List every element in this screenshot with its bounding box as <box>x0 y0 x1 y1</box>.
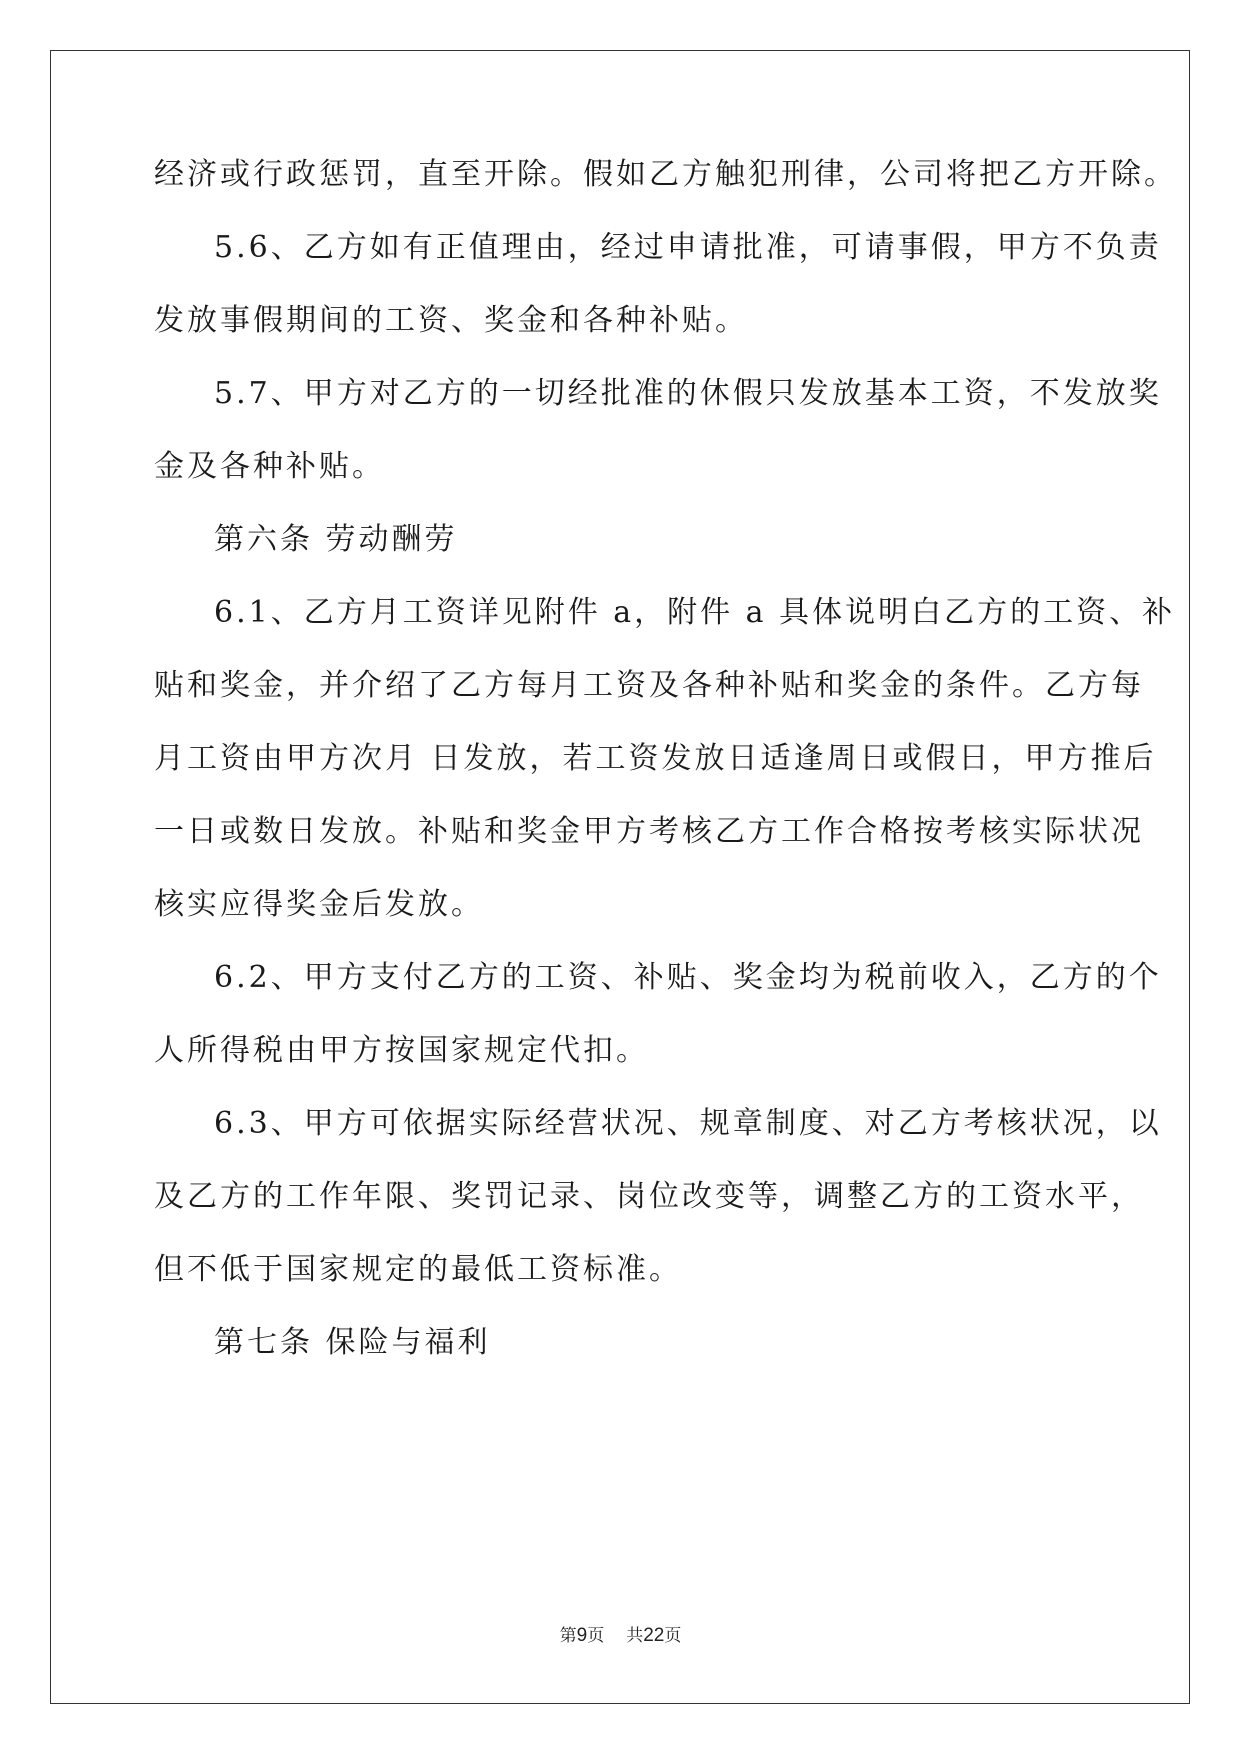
body-line: 人所得税由甲方按国家规定代扣。 <box>154 1033 649 1068</box>
article-6-heading: 第六条 劳动酬劳 <box>214 522 458 557</box>
clause-5-6-line: 5.6、乙方如有正值理由，经过申请批准，可请事假，甲方不负责 <box>214 230 1162 265</box>
clause-6-2-line: 6.2、甲方支付乙方的工资、补贴、奖金均为税前收入，乙方的个 <box>214 960 1162 995</box>
body-line: 金及各种补贴。 <box>154 449 385 484</box>
page-footer <box>0 1624 1241 1648</box>
footer-total-prefix: 共 <box>626 1626 644 1646</box>
body-line: 一日或数日发放。补贴和奖金甲方考核乙方工作合格按考核实际状况 <box>154 814 1144 849</box>
body-line: 贴和奖金，并介绍了乙方每月工资及各种补贴和奖金的条件。乙方每 <box>154 668 1144 703</box>
page-border <box>50 50 1190 1704</box>
clause-6-3-line: 6.3、甲方可依据实际经营状况、规章制度、对乙方考核状况，以 <box>214 1106 1162 1141</box>
current-page-number: 9 <box>576 1625 588 1646</box>
clause-5-7-line: 5.7、甲方对乙方的一切经批准的休假只发放基本工资，不发放奖 <box>214 376 1162 411</box>
article-7-heading: 第七条 保险与福利 <box>214 1325 491 1360</box>
body-line: 核实应得奖金后发放。 <box>154 887 484 922</box>
footer-page-label: 页 <box>587 1626 605 1646</box>
clause-6-1-line: 6.1、乙方月工资详见附件 a，附件 a 具体说明白乙方的工资、补 <box>214 595 1176 630</box>
body-line: 但不低于国家规定的最低工资标准。 <box>154 1252 682 1287</box>
footer-total-label: 页 <box>664 1626 682 1646</box>
body-line: 发放事假期间的工资、奖金和各种补贴。 <box>154 303 748 338</box>
footer-prefix: 第 <box>559 1626 577 1646</box>
body-line: 及乙方的工作年限、奖罚记录、岗位改变等，调整乙方的工资水平， <box>154 1179 1144 1214</box>
body-line: 月工资由甲方次月 日发放，若工资发放日适逢周日或假日，甲方推后 <box>154 741 1157 776</box>
total-pages-number: 22 <box>643 1625 665 1646</box>
body-line: 经济或行政惩罚，直至开除。假如乙方触犯刑律，公司将把乙方开除。 <box>154 157 1177 192</box>
